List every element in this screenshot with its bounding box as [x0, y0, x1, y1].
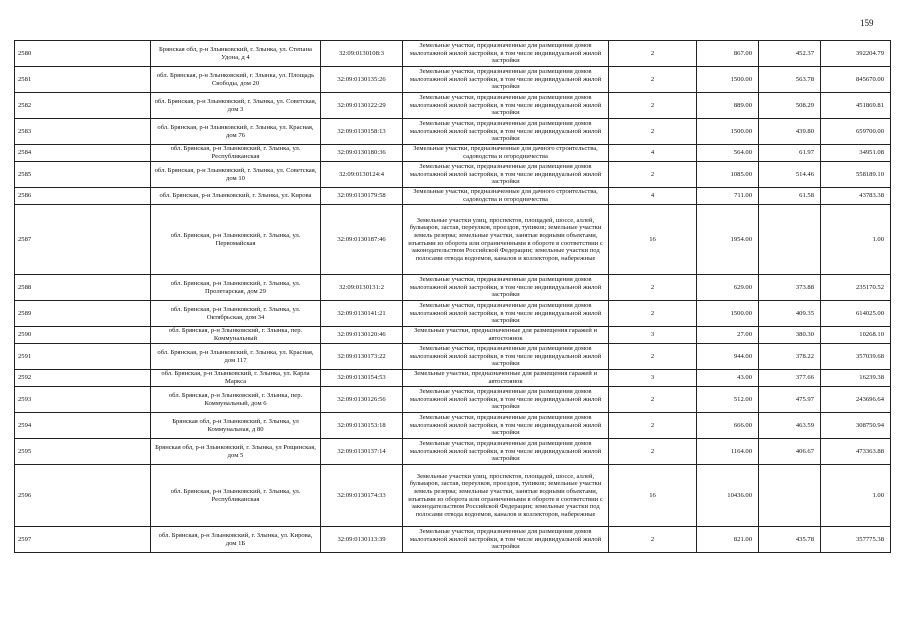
cadastral-value-cell: 357039.68: [821, 344, 891, 370]
cadastral-number-cell: 32:09:0130122:29: [321, 93, 403, 119]
area-cell: 1500.00: [697, 119, 759, 145]
table-row: [15, 275, 891, 301]
land-use-cell: Земельные участки, предназначенные для размещения домов малоэтажной жилой застройки, в том числе индивидуальной жилой застройки: [403, 67, 609, 93]
specific-value-cell: 514.46: [759, 162, 821, 188]
specific-value-cell: 61.97: [759, 145, 821, 162]
land-use-cell: Земельные участки, предназначенные для дачного строительства, садоводства и огородничества: [403, 188, 609, 205]
cadastral-number-cell: 32:09:0130179:58: [321, 188, 403, 205]
area-cell: 889.00: [697, 93, 759, 119]
table-row: [15, 41, 891, 67]
address-cell: Брянская обл, р-н Злынковский, г. Злынка, ул. Степана Удона, д 4: [151, 41, 321, 67]
row-number: 2596: [15, 465, 151, 527]
row-number: 2581: [15, 67, 151, 93]
cadastral-number-cell: 32:09:0130154:53: [321, 370, 403, 387]
group-cell: 2: [609, 439, 697, 465]
specific-value-cell: 452.37: [759, 41, 821, 67]
cadastral-value-cell: 235170.52: [821, 275, 891, 301]
specific-value-cell: 475.97: [759, 387, 821, 413]
group-cell: 2: [609, 41, 697, 67]
cadastral-number-cell: 32:09:0130174:33: [321, 465, 403, 527]
row-number: 2587: [15, 205, 151, 275]
group-cell: 2: [609, 162, 697, 188]
address-cell: обл. Брянская, р-н Злынковский, г. Злынка, ул. Красная, дом 117: [151, 344, 321, 370]
area-cell: 1164.00: [697, 439, 759, 465]
cadastral-value-cell: 43783.38: [821, 188, 891, 205]
cadastral-value-table: [14, 40, 891, 553]
row-number: 2592: [15, 370, 151, 387]
cadastral-value-cell: 659700.00: [821, 119, 891, 145]
table-row: [15, 465, 891, 527]
area-cell: 512.00: [697, 387, 759, 413]
cadastral-number-cell: 32:09:0130173:22: [321, 344, 403, 370]
group-cell: 2: [609, 413, 697, 439]
table-row: [15, 67, 891, 93]
table-row: [15, 527, 891, 553]
address-cell: обл. Брянская, р-н Злынковский, г. Злынка, ул. Кирова, дом 1Б: [151, 527, 321, 553]
cadastral-number-cell: 32:09:0130180:36: [321, 145, 403, 162]
table-row: [15, 205, 891, 275]
row-number: 2594: [15, 413, 151, 439]
cadastral-value-cell: 1.00: [821, 205, 891, 275]
address-cell: обл. Брянская, р-н Злынковский, г. Злынка, пер. Коммунальный: [151, 327, 321, 344]
group-cell: 4: [609, 145, 697, 162]
cadastral-number-cell: 32:09:0130113:39: [321, 527, 403, 553]
area-cell: 10436.00: [697, 465, 759, 527]
area-cell: 1500.00: [697, 67, 759, 93]
address-cell: обл. Брянская, р-н Злынковский, г. Злынка, ул. Пролетарская, дом 29: [151, 275, 321, 301]
table-row: [15, 145, 891, 162]
row-number: 2597: [15, 527, 151, 553]
row-number: 2593: [15, 387, 151, 413]
group-cell: 2: [609, 387, 697, 413]
area-cell: 711.00: [697, 188, 759, 205]
land-use-cell: Земельные участки, предназначенные для размещения домов малоэтажной жилой застройки, в том числе индивидуальной жилой застройки: [403, 41, 609, 67]
land-use-cell: Земельные участки, предназначенные для размещения домов малоэтажной жилой застройки, в том числе индивидуальной жилой застройки: [403, 162, 609, 188]
specific-value-cell: 373.88: [759, 275, 821, 301]
cadastral-number-cell: 32:09:0130141:21: [321, 301, 403, 327]
group-cell: 16: [609, 205, 697, 275]
land-use-cell: Земельные участки, предназначенные для размещения гаражей и автостоянок: [403, 370, 609, 387]
table-row: [15, 327, 891, 344]
row-number: 2584: [15, 145, 151, 162]
row-number: 2588: [15, 275, 151, 301]
row-number: 2590: [15, 327, 151, 344]
specific-value-cell: 439.80: [759, 119, 821, 145]
address-cell: обл. Брянская, р-н Злынковский, г. Злынка, ул. Республиканская: [151, 145, 321, 162]
area-cell: 43.00: [697, 370, 759, 387]
land-use-cell: Земельные участки, предназначенные для размещения гаражей и автостоянок: [403, 327, 609, 344]
cadastral-value-cell: 308750.94: [821, 413, 891, 439]
land-use-cell: Земельные участки, предназначенные для размещения домов малоэтажной жилой застройки, в том числе индивидуальной жилой застройки: [403, 387, 609, 413]
cadastral-value-cell: 451869.81: [821, 93, 891, 119]
specific-value-cell: 378.22: [759, 344, 821, 370]
cadastral-number-cell: 32:09:0130137:14: [321, 439, 403, 465]
specific-value-cell: [759, 205, 821, 275]
land-use-cell: Земельные участки, предназначенные для дачного строительства, садоводства и огородничества: [403, 145, 609, 162]
specific-value-cell: 377.66: [759, 370, 821, 387]
area-cell: 1500.00: [697, 301, 759, 327]
area-cell: 1085.00: [697, 162, 759, 188]
area-cell: 666.00: [697, 413, 759, 439]
address-cell: обл. Брянская, р-н Злынковский, г. Злынка, пер. Коммунальный, дом 6: [151, 387, 321, 413]
area-cell: 27.00: [697, 327, 759, 344]
cadastral-value-cell: 243696.64: [821, 387, 891, 413]
cadastral-number-cell: 32:09:0130135:26: [321, 67, 403, 93]
cadastral-number-cell: 32:09:0130158:13: [321, 119, 403, 145]
specific-value-cell: [759, 465, 821, 527]
land-use-cell: Земельные участки, предназначенные для размещения домов малоэтажной жилой застройки, в том числе индивидуальной жилой застройки: [403, 93, 609, 119]
group-cell: 16: [609, 465, 697, 527]
group-cell: 2: [609, 93, 697, 119]
land-use-cell: Земельные участки, предназначенные для размещения домов малоэтажной жилой застройки, в том числе индивидуальной жилой застройки: [403, 301, 609, 327]
area-cell: 629.00: [697, 275, 759, 301]
row-number: 2589: [15, 301, 151, 327]
land-use-cell: Земельные участки, предназначенные для размещения домов малоэтажной жилой застройки, в том числе индивидуальной жилой застройки: [403, 413, 609, 439]
specific-value-cell: 463.59: [759, 413, 821, 439]
land-use-cell: Земельные участки улиц, проспектов, площадей, шоссе, аллей, бульваров, застав, переулков, проездов, тупиков; земельные участки земель резерва; земельные участки, занятые водными объектами, изъятыми из оборота или ограниченными в обороте в соответствии с законодательством Российской Федерации; земельные участки под полосами отвода водоемов, каналов и коллекторов, набережные: [403, 205, 609, 275]
land-use-cell: Земельные участки, предназначенные для размещения домов малоэтажной жилой застройки, в том числе индивидуальной жилой застройки: [403, 119, 609, 145]
address-cell: обл. Брянская, р-н Злынковский, г. Злынка, ул. Красная, дом 76: [151, 119, 321, 145]
cadastral-value-cell: 392204.79: [821, 41, 891, 67]
cadastral-number-cell: 32:09:0130131:2: [321, 275, 403, 301]
specific-value-cell: 508.29: [759, 93, 821, 119]
row-number: 2585: [15, 162, 151, 188]
land-use-cell: Земельные участки, предназначенные для размещения домов малоэтажной жилой застройки, в том числе индивидуальной жилой застройки: [403, 275, 609, 301]
row-number: 2583: [15, 119, 151, 145]
address-cell: Брянская обл, р-н Злынковский, г. Злынка, ул Рощинская, дом 5: [151, 439, 321, 465]
cadastral-number-cell: 32:09:0130124:4: [321, 162, 403, 188]
cadastral-value-cell: 16239.38: [821, 370, 891, 387]
specific-value-cell: 563.78: [759, 67, 821, 93]
cadastral-value-cell: 845670.00: [821, 67, 891, 93]
group-cell: 2: [609, 67, 697, 93]
cadastral-number-cell: 32:09:0130126:56: [321, 387, 403, 413]
page-number: 159: [860, 18, 874, 28]
address-cell: обл. Брянская, р-н Злынковский, г. Злынка, ул. Первомайская: [151, 205, 321, 275]
address-cell: обл. Брянская, р-н Злынковский, г. Злынка, ул. Республиканская: [151, 465, 321, 527]
specific-value-cell: 380.30: [759, 327, 821, 344]
specific-value-cell: 61.58: [759, 188, 821, 205]
cadastral-value-cell: 357775.38: [821, 527, 891, 553]
area-cell: 1954.00: [697, 205, 759, 275]
group-cell: 2: [609, 275, 697, 301]
cadastral-value-cell: 473363.88: [821, 439, 891, 465]
row-number: 2595: [15, 439, 151, 465]
address-cell: обл. Брянская, р-н Злынковский, г. Злынка, ул. Карла Маркса: [151, 370, 321, 387]
cadastral-number-cell: 32:09:0130187:46: [321, 205, 403, 275]
group-cell: 4: [609, 188, 697, 205]
area-cell: 564.00: [697, 145, 759, 162]
area-cell: 821.00: [697, 527, 759, 553]
table-row: [15, 188, 891, 205]
address-cell: обл. Брянская, р-н Злынковский, г. Злынка, ул. Советская, дом 10: [151, 162, 321, 188]
specific-value-cell: 435.78: [759, 527, 821, 553]
address-cell: обл. Брянская, р-н Злынковский, г. Злынка, ул. Площадь Свободы, дом 20: [151, 67, 321, 93]
land-use-cell: Земельные участки, предназначенные для размещения домов малоэтажной жилой застройки, в том числе индивидуальной жилой застройки: [403, 344, 609, 370]
table-row: [15, 387, 891, 413]
table-row: [15, 301, 891, 327]
row-number: 2582: [15, 93, 151, 119]
address-cell: обл. Брянская, р-н Злынковский, г. Злынка, ул. Октябрьская, дом 34: [151, 301, 321, 327]
group-cell: 2: [609, 119, 697, 145]
cadastral-number-cell: 32:09:0130153:18: [321, 413, 403, 439]
table-row: [15, 439, 891, 465]
table-row: [15, 344, 891, 370]
row-number: 2591: [15, 344, 151, 370]
table-row: [15, 370, 891, 387]
land-use-cell: Земельные участки, предназначенные для размещения домов малоэтажной жилой застройки, в том числе индивидуальной жилой застройки: [403, 527, 609, 553]
row-number: 2586: [15, 188, 151, 205]
cadastral-value-cell: 558189.10: [821, 162, 891, 188]
address-cell: Брянская обл, р-н Злынковский, г. Злынка, ул Коммунальная, д 80: [151, 413, 321, 439]
cadastral-value-cell: 10268.10: [821, 327, 891, 344]
group-cell: 2: [609, 301, 697, 327]
specific-value-cell: 409.35: [759, 301, 821, 327]
address-cell: обл. Брянская, р-н Злынковский, г. Злынка, ул. Советская, дом 3: [151, 93, 321, 119]
address-cell: обл. Брянская, р-н Злынковский, г. Злынка, ул. Кирова: [151, 188, 321, 205]
cadastral-value-cell: 614025.00: [821, 301, 891, 327]
table-row: [15, 119, 891, 145]
table-row: [15, 413, 891, 439]
group-cell: 3: [609, 327, 697, 344]
table-row: [15, 162, 891, 188]
area-cell: 867.00: [697, 41, 759, 67]
table-row: [15, 93, 891, 119]
cadastral-value-cell: 34951.08: [821, 145, 891, 162]
cadastral-value-cell: 1.00: [821, 465, 891, 527]
land-use-cell: Земельные участки улиц, проспектов, площадей, шоссе, аллей, бульваров, застав, переулков, проездов, тупиков; земельные участки земель резерва; земельные участки, занятые водными объектами, изъятыми из оборота или ограниченными в обороте в соответствии с законодательством Российской Федерации; земельные участки под полосами отвода водоемов, каналов и коллекторов, набережные: [403, 465, 609, 527]
area-cell: 944.00: [697, 344, 759, 370]
row-number: 2580: [15, 41, 151, 67]
group-cell: 3: [609, 370, 697, 387]
specific-value-cell: 406.67: [759, 439, 821, 465]
group-cell: 2: [609, 344, 697, 370]
land-use-cell: Земельные участки, предназначенные для размещения домов малоэтажной жилой застройки, в том числе индивидуальной жилой застройки: [403, 439, 609, 465]
cadastral-number-cell: 32:09:0130108:3: [321, 41, 403, 67]
cadastral-number-cell: 32:09:0130120:46: [321, 327, 403, 344]
group-cell: 2: [609, 527, 697, 553]
